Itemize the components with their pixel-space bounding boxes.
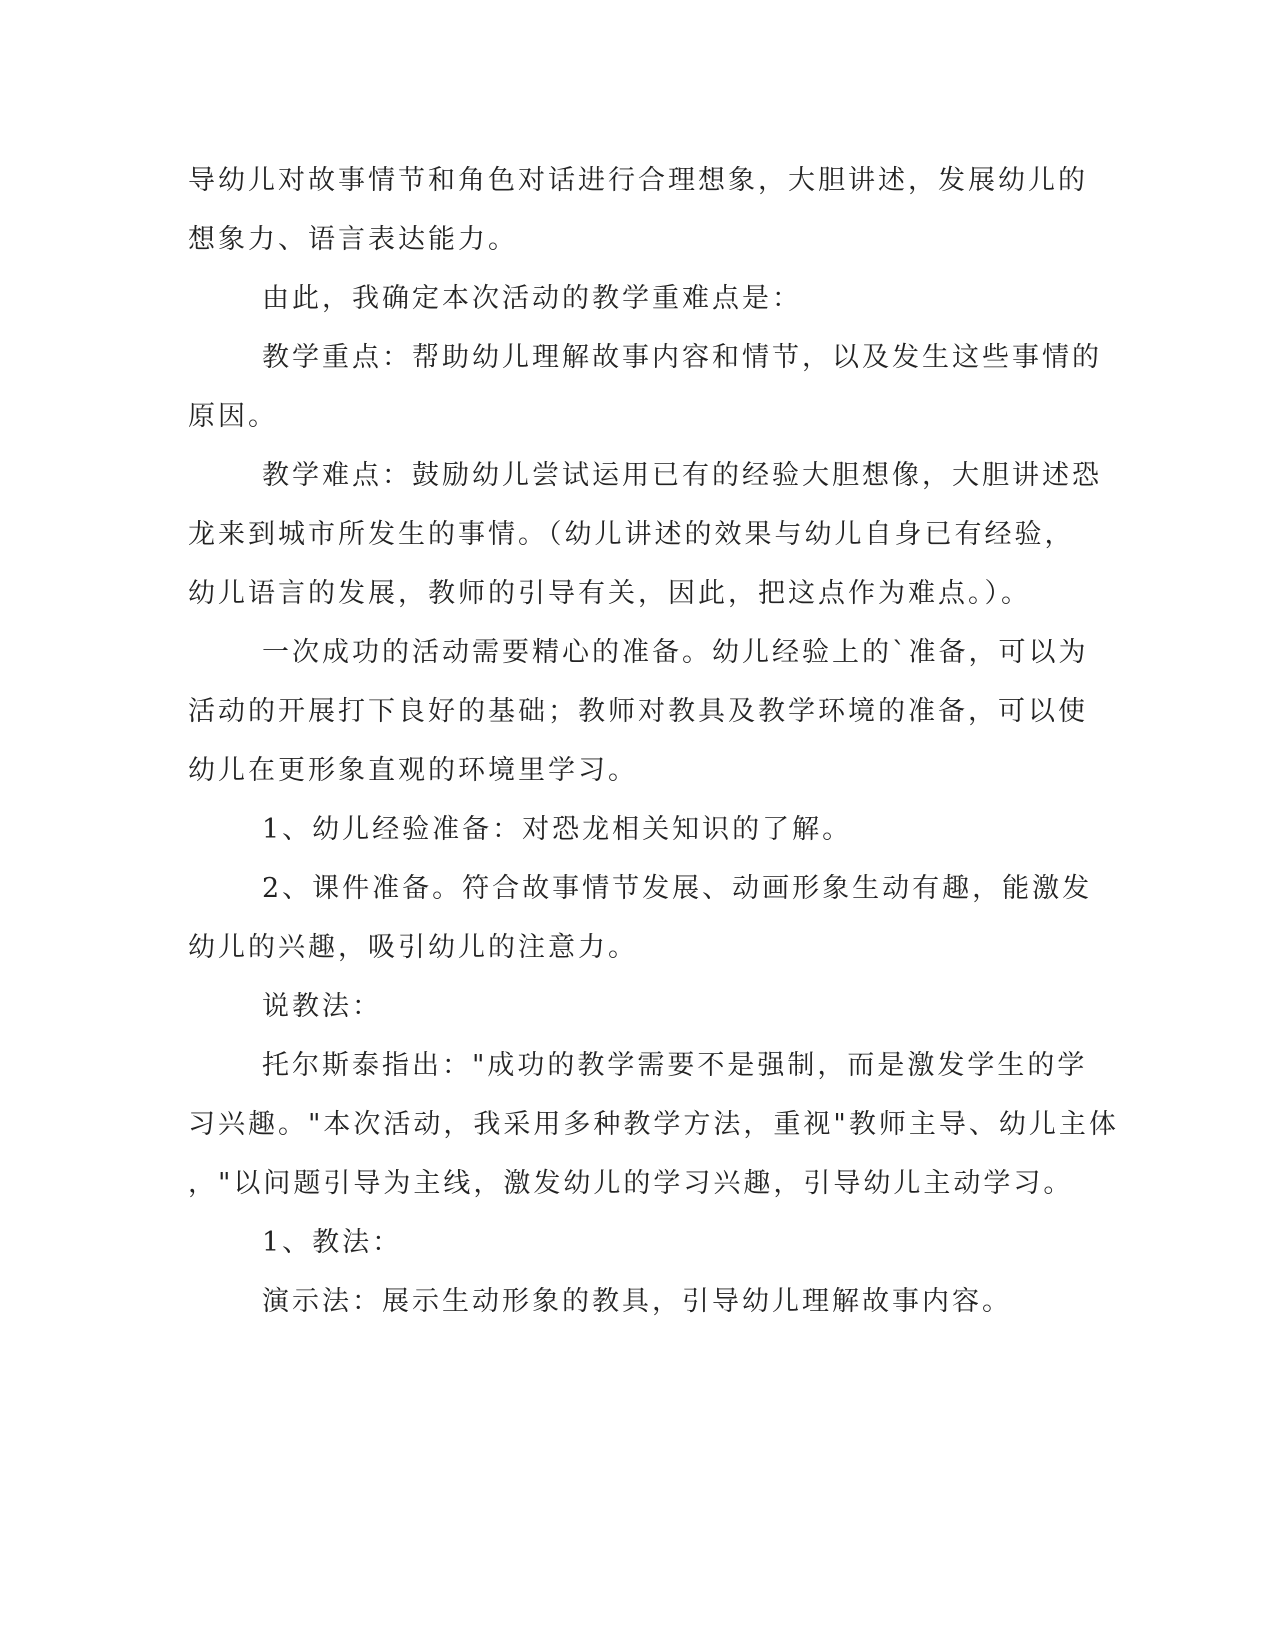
paragraph-first-line: 2、课件准备。符合故事情节发展、动画形象生动有趣，能激发	[262, 873, 1093, 904]
text-line: 习兴趣。"本次活动，我采用多种教学方法，重视"教师主导、幼儿主体	[188, 1109, 1119, 1140]
paragraph-first-line: 1、幼儿经验准备：对恐龙相关知识的了解。	[262, 814, 853, 845]
paragraph-first-line: 教学难点：鼓励幼儿尝试运用已有的经验大胆想像，大胆讲述恐	[262, 460, 1102, 491]
paragraph-first-line: 教学重点：帮助幼儿理解故事内容和情节，以及发生这些事情的	[262, 342, 1102, 373]
text-line: 活动的开展打下良好的基础；教师对教具及教学环境的准备，可以使	[188, 696, 1088, 727]
paragraph-first-line: 一次成功的活动需要精心的准备。幼儿经验上的`准备，可以为	[262, 637, 1089, 668]
text-line: 导幼儿对故事情节和角色对话进行合理想象，大胆讲述，发展幼儿的	[188, 165, 1088, 196]
text-line: 幼儿的兴趣，吸引幼儿的注意力。	[188, 932, 638, 963]
text-line: 想象力、语言表达能力。	[188, 224, 518, 255]
paragraph-first-line: 托尔斯泰指出："成功的教学需要不是强制，而是激发学生的学	[262, 1050, 1088, 1081]
text-line: ，"以问题引导为主线，激发幼儿的学习兴趣，引导幼儿主动学习。	[188, 1168, 1074, 1199]
text-line: 幼儿在更形象直观的环境里学习。	[188, 755, 638, 786]
text-line: 幼儿语言的发展，教师的引导有关，因此，把这点作为难点。）。	[188, 578, 1031, 609]
section-heading: 说教法：	[262, 991, 382, 1022]
text-line: 龙来到城市所发生的事情。（幼儿讲述的效果与幼儿自身已有经验，	[188, 519, 1075, 550]
paragraph-first-line: 由此，我确定本次活动的教学重难点是：	[262, 283, 802, 314]
text-line: 原因。	[188, 401, 278, 432]
paragraph-first-line: 演示法：展示生动形象的教具，引导幼儿理解故事内容。	[262, 1286, 1012, 1317]
subsection-heading: 1、教法：	[262, 1227, 403, 1258]
